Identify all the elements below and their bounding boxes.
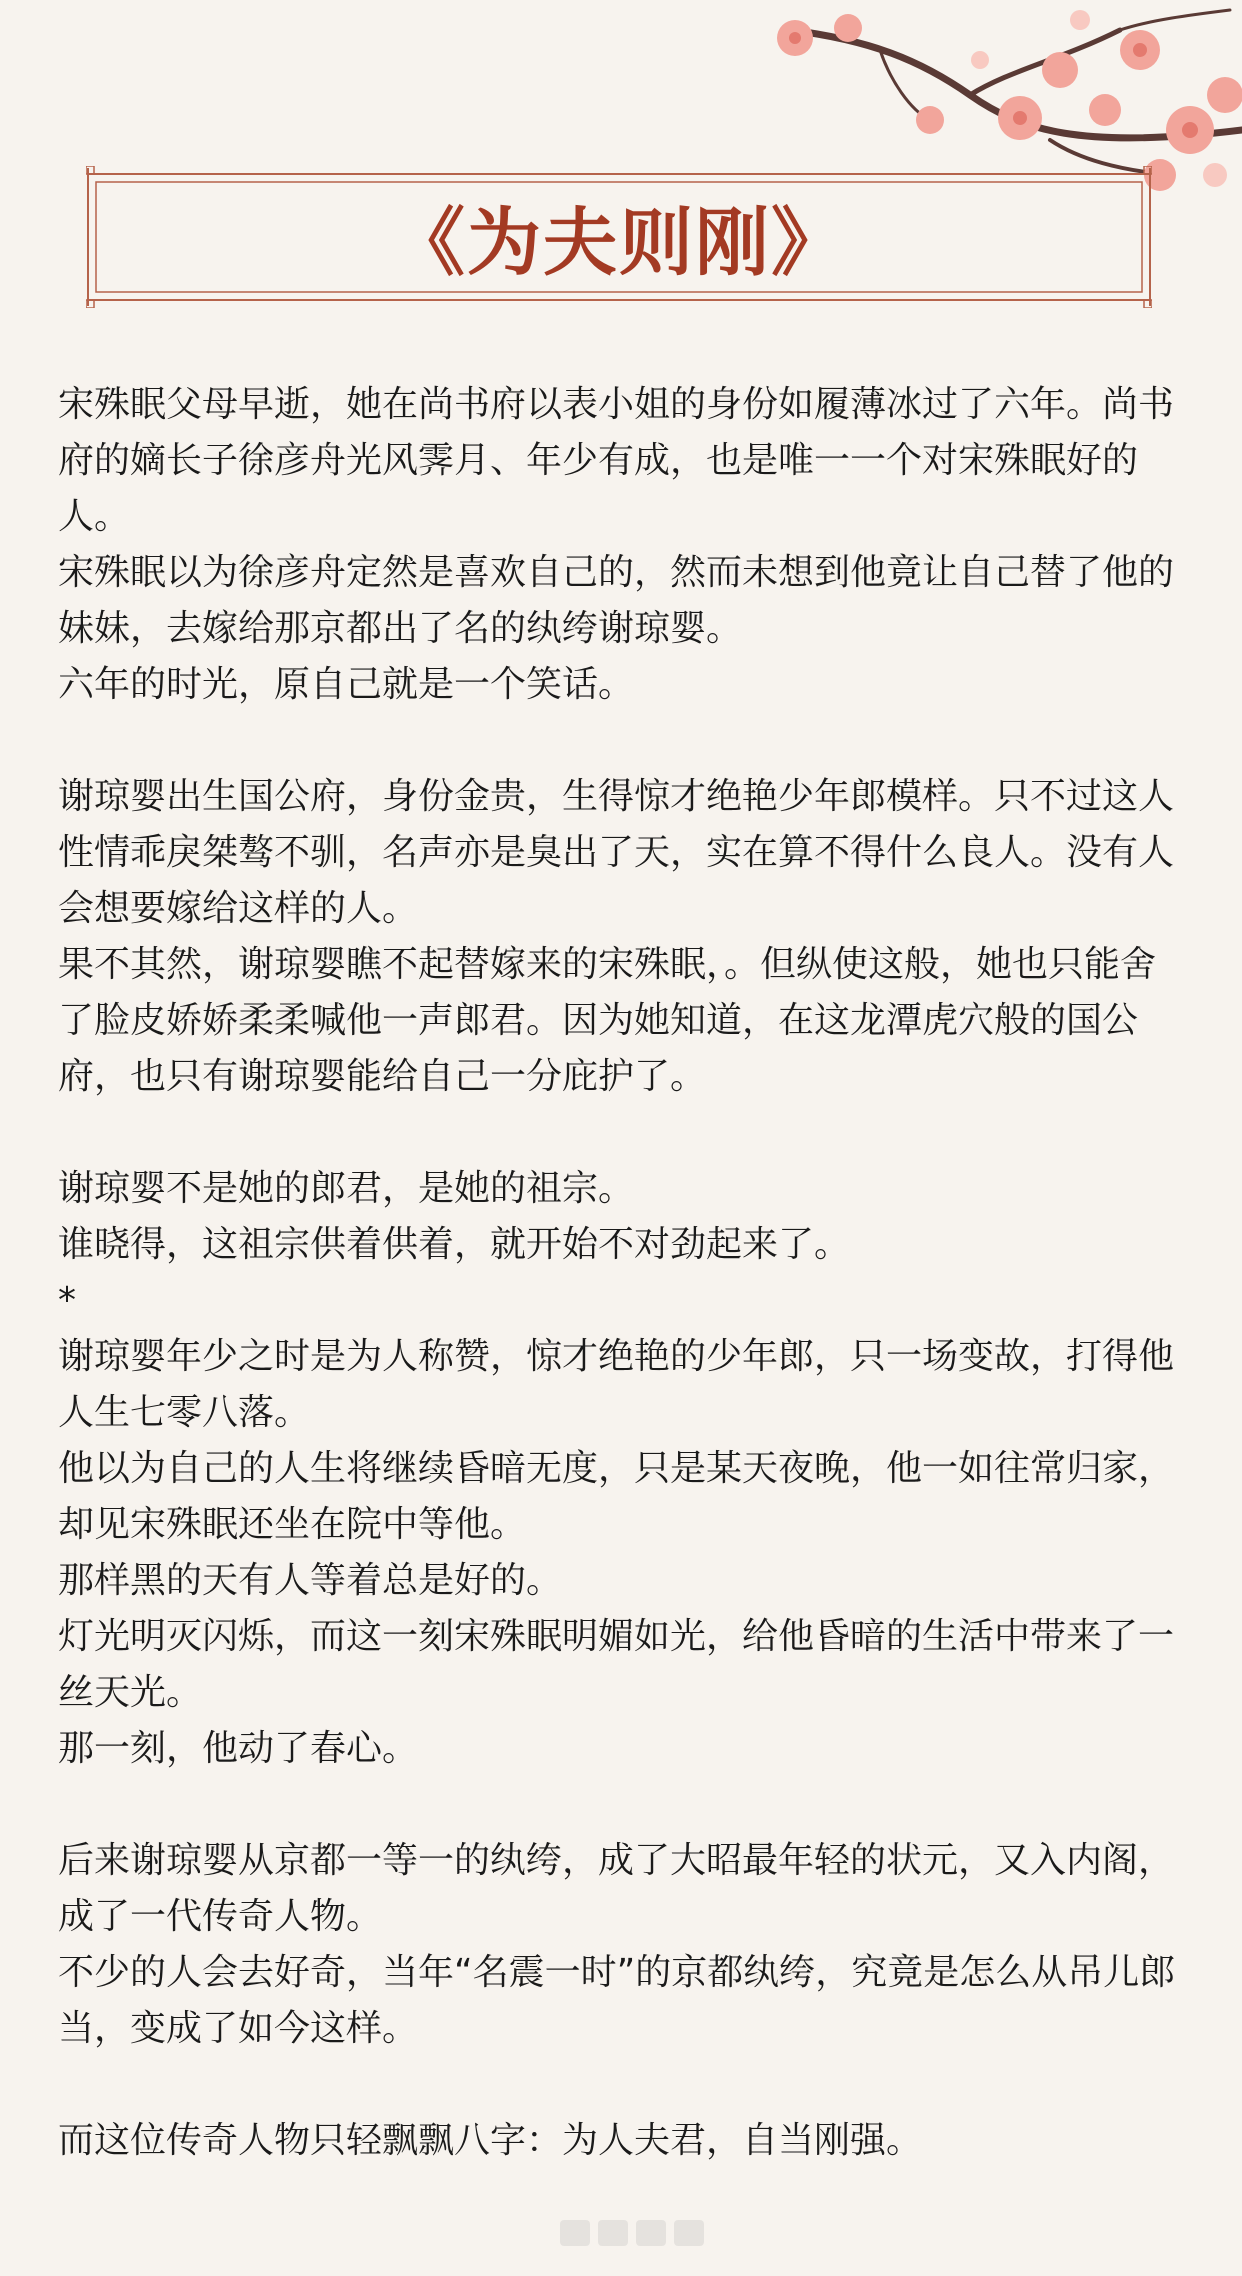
watermark-glyph [636,2220,666,2246]
paragraph-gap [58,713,1188,769]
watermark [560,2220,740,2250]
watermark-glyph [674,2220,704,2246]
paragraph: 灯光明灭闪烁，而这一刻宋殊眠明媚如光，给他昏暗的生活中带来了一丝天光。 [58,1616,1175,1713]
paragraph: 谢琼婴不是她的郎君，是她的祖宗。 [58,1168,635,1209]
paragraph: 六年的时光，原自己就是一个笑话。 [58,664,635,705]
synopsis-body [58,377,1188,2169]
page-title: 《为夫则刚》 [391,200,847,286]
paragraph: 后来谢琼婴从京都一等一的纨绔，成了大昭最年轻的状元，又入内阁，成了一代传奇人物。 [58,1840,1175,1937]
paragraph: 宋殊眠父母早逝，她在尚书府以表小姐的身份如履薄冰过了六年。尚书府的嫡长子徐彦舟光风霁月、年少有成，也是唯一一个对宋殊眠好的人。 [58,384,1175,537]
paragraph-gap [58,1777,1188,1833]
section-divider: * [58,1280,76,1321]
paragraph: 果不其然，谢琼婴瞧不起替嫁来的宋殊眠，。但纵使这般，她也只能舍了脸皮娇娇柔柔喊他一声郎君。因为她知道，在这龙潭虎穴般的国公府，也只有谢琼婴能给自己一分庇护了。 [58,944,1157,1097]
watermark-glyph [560,2220,590,2246]
paragraph: 不少的人会去好奇，当年“名震一时”的京都纨绔，究竟是怎么从吊儿郎当，变成了如今这样。 [58,1952,1176,2049]
paragraph: 宋殊眠以为徐彦舟定然是喜欢自己的，然而未想到他竟让自己替了他的妹妹，去嫁给那京都出了名的纨绔谢琼婴。 [58,552,1175,649]
paragraph-gap [58,2057,1188,2113]
paragraph: 他以为自己的人生将继续昏暗无度，只是某天夜晚，他一如往常归家，却见宋殊眠还坐在院中等他。 [58,1448,1175,1545]
paragraph: 而这位传奇人物只轻飘飘八字：为人夫君，自当刚强。 [58,2120,923,2161]
paragraph: 谢琼婴出生国公府，身份金贵，生得惊才绝艳少年郎模样。只不过这人性情乖戾桀骜不驯，名声亦是臭出了天，实在算不得什么良人。没有人会想要嫁给这样的人。 [58,776,1175,929]
paragraph: 谢琼婴年少之时是为人称赞，惊才绝艳的少年郎，只一场变故，打得他人生七零八落。 [58,1336,1175,1433]
watermark-glyph [598,2220,628,2246]
paragraph-gap [58,1105,1188,1161]
paragraph: 那样黑的天有人等着总是好的。 [58,1560,563,1601]
paragraph: 谁晓得，这祖宗供着供着，就开始不对劲起来了。 [58,1224,851,1265]
paragraph: 那一刻，他动了春心。 [58,1728,419,1769]
